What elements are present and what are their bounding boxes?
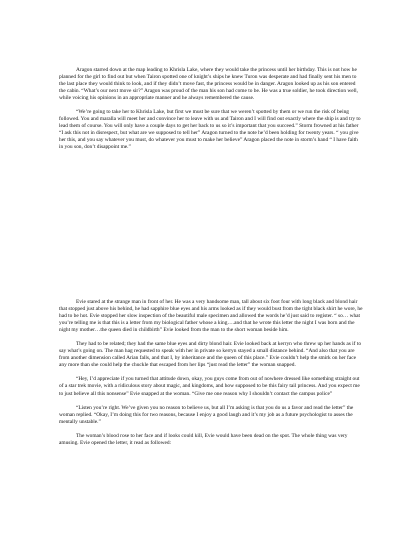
paragraph: The woman’s blood rose to her face and if looks could kill, Evie would have been dead on the spot. The whole thing was very amusing. Evie opened the letter, it read as followed: bbox=[59, 432, 348, 446]
paragraph: They had to be related; they had the same blue eyes and dirty blond hair. Evie looked back at kerryn who threw up her hands as if to say what’s going on. The man hag requested to speak with her in private so kerryn stayed a small distance behind. “And also that you are from another dimension called Arian falls, and that I, by inheritance and the queen of this place.” Evie couldn’t help the smirk on her face any more than she could help the chuckle that escaped from her lips “just read the letter” the woman snapped. bbox=[59, 341, 362, 369]
paragraph: “We’re going to take her to Khrisla Lake, but first we must be sure that we weren’t spotted by them or we run the risk of being followed. You and maralla will meet her and convince her to leave with us and Tairon and I will find out exactly where the ship is and try to lead them of course. You will only have a couple days to get her back to us so it’s important that you succeed.” Storm frowned at his father “I ask this not in disrespect, but what are we supposed to tell her” Aragon turned to the note he’d been holding for twenty years. “ you give her this, and you say whatever you must, do whatever you must to make her believe” Aragon placed the note in storm’s hand “ I have faith in you son, don’t disappoint me.” bbox=[59, 109, 361, 151]
paragraph: “Listen you’re right. We’ve given you no reason to believe us, but all I’m asking is that you do us a favor and read the letter” the woman replied. “Okay, I’m doing this for two reasons, because I enjoy a good laugh and it’s my job as a future psychologist to asses the mentally unstable.” bbox=[59, 404, 354, 425]
paragraph: “Hey, I’d appreciate if you turned that attitude down, okay, you guys come from out of nowhere dressed like something straight out of a star trek movie, with a ridiculous story about magic, and kingdoms, and how supposed to be this fairy tail princess. And you expect me to just believe all this nonsense” Evie snapped at the woman. “Give me one reason why I shouldn’t contact the campus police” bbox=[59, 376, 360, 397]
chapter-section-evie bbox=[59, 299, 363, 447]
chapter-section-aragon bbox=[59, 67, 363, 152]
paragraph: Aragon starred down at the map leading to Khrisla Lake, where they would take the princess until her birthday. This is not how he planned for the girl to find out but when Tairon spotted one of knight’s ships he knew Turon was desperate and had finally sent his men to the last place they would think to look, and if they didn’t move fast, the princess would be in danger. Aragon looked up as his son entered the cabin. “What’s our next move sir?” Aragon was proud of the man his son had come to be. He was a true soldier, he took direction well, while voicing his opinions in an appropriate manner and he always remembered the cause. bbox=[59, 67, 359, 102]
paragraph: Evie stared at the strange man in front of her. He was a very handsome man, tall about six foot four with long black and blond hair that stopped just above his behind, he had sapphire blue eyes and his arms looked as if they would bust from the tight black shirt he wore, he had to be hot. Evie stopped her slow inspection of the beautiful male specimen and allowed the words he’d just said to register. “ so… what you’re telling me is that this is a letter from my biological father whose a king….and that he wrote this letter the night I was born and the night my mother…the queen died in childbirth” Evie looked from the man to the short woman beside him. bbox=[59, 299, 363, 334]
